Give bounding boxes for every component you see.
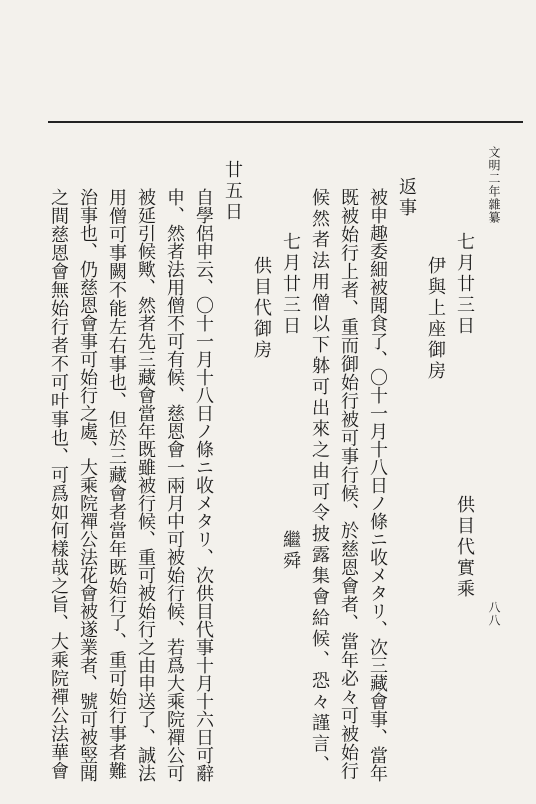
text-column-4: 返事 — [396, 177, 417, 219]
page-number: 八八 — [487, 601, 501, 627]
text-column-10: 供目代御房 — [251, 256, 272, 361]
text-column-5: 被申趣委細被聞食了、〇十一月十八日ノ條ニ收メタリ、次三藏會事、當年 — [367, 188, 388, 782]
text-column-16: 治事也、仍慈恩會事可始行之處、大乘院禪公法花會被遂業者、號可被竪聞 — [77, 188, 98, 782]
text-column-15: 用僧可事闕不能左右事也、但於三藏會者當年既始行了、重可始行事者難 — [106, 188, 127, 780]
text-column-3: 伊與上座御房 — [425, 256, 446, 382]
text-column-1: 七月廿三日 — [454, 232, 475, 337]
text-column-6: 既被始行上者、重而御始行被可事行候、於慈恩會者、當年必々可被始行 — [338, 188, 359, 780]
text-column-11: 廿五日 — [222, 160, 243, 223]
header-rule — [48, 121, 523, 123]
text-column-14: 被延引候歟、然者先三藏會當年既雖被行候、重可被始行之由申送了、誠法 — [135, 188, 156, 782]
text-column-12: 自學侶申云、〇十一月十八日ノ條ニ收メタリ、次供目代事十月十六日可辭 — [193, 188, 214, 782]
running-title: 文明二年雜纂 — [487, 146, 501, 224]
text-column-2: 供目代實乘 — [454, 495, 475, 600]
text-column-9: 繼舜 — [280, 530, 301, 572]
text-column-17: 之間慈恩會無始行者不可叶事也、可爲如何樣哉之旨、大乘院禪公法華會 — [48, 188, 69, 780]
text-column-7: 候然者法用僧以下躰可出來之由可令披露集會給候、恐々謹言、 — [309, 188, 330, 776]
text-column-13: 申、然者法用僧不可有候、慈恩會一兩月中可被始行候、若爲大乘院禪公可 — [164, 188, 185, 782]
text-column-8: 七月廿三日 — [280, 232, 301, 337]
